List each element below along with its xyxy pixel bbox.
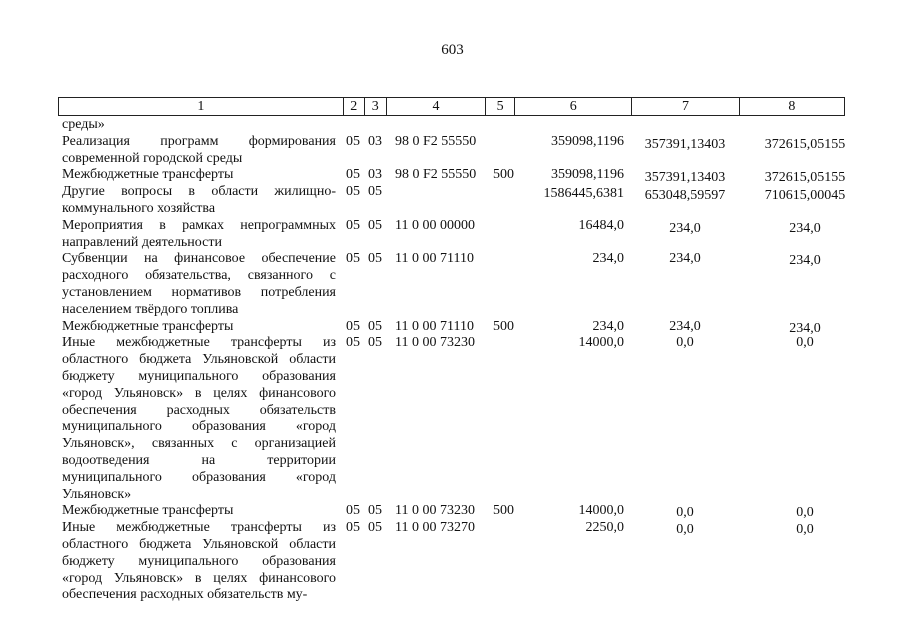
row-target-code: 11 0 00 73230 bbox=[395, 503, 475, 519]
row-section: 05 bbox=[346, 167, 360, 183]
row-name: Иные межбюджетные трансферты из областного бюджета Ульяновской области бюджету муниципального образования «город Ульяновск» в целях финансового обеспечения расходных обязательств муниципального образования «город Ульяновск», связанных с организацией водоотведения на территории муниципального образования «город Ульяновск» bbox=[62, 335, 336, 502]
row-name: Межбюджетные трансферты bbox=[62, 503, 234, 519]
row-subsection: 03 bbox=[368, 133, 382, 149]
row-name: Иные межбюджетные трансферты из областного бюджета Ульяновской области бюджету муниципального образования «город Ульяновск» в целях финансового обеспечения расходных обязательств му- bbox=[62, 520, 336, 603]
row-subsection: 03 bbox=[368, 167, 382, 183]
column-header-row bbox=[58, 97, 845, 116]
row-amount-col7: 234,0 bbox=[669, 251, 701, 267]
row-amount-col6: 234,0 bbox=[592, 251, 624, 267]
row-section: 05 bbox=[346, 335, 360, 351]
row-target-code: 11 0 00 71110 bbox=[395, 251, 474, 267]
column-header-3: 3 bbox=[364, 98, 386, 116]
row-subsection: 05 bbox=[368, 335, 382, 351]
row-amount-col7: 234,0 bbox=[669, 220, 701, 236]
row-expense-type: 500 bbox=[493, 503, 514, 519]
row-amount-col7: 0,0 bbox=[676, 522, 694, 538]
row-section: 05 bbox=[346, 217, 360, 233]
table-row bbox=[62, 184, 862, 218]
row-name: среды» bbox=[62, 117, 105, 132]
row-amount-col8: 234,0 bbox=[789, 220, 821, 236]
row-amount-col8: 0,0 bbox=[796, 505, 814, 521]
row-subsection: 05 bbox=[368, 520, 382, 536]
row-amount-col8: 234,0 bbox=[789, 320, 821, 336]
row-amount-col7: 653048,59597 bbox=[644, 188, 726, 204]
row-amount-col8: 234,0 bbox=[789, 253, 821, 269]
table-row bbox=[62, 117, 862, 134]
row-amount-col6: 16484,0 bbox=[578, 217, 624, 233]
row-name: Другие вопросы в области жилищно-коммунального хозяйства bbox=[62, 184, 336, 216]
row-section: 05 bbox=[346, 503, 360, 519]
table-row bbox=[62, 134, 862, 168]
row-target-code: 98 0 F2 55550 bbox=[395, 133, 477, 149]
column-header-6: 6 bbox=[515, 98, 632, 116]
table-row bbox=[62, 335, 862, 503]
row-target-code: 98 0 F2 55550 bbox=[395, 167, 477, 183]
row-name: Мероприятия в рамках непрограммных направлений деятельности bbox=[62, 217, 336, 250]
row-amount-col6: 359098,1196 bbox=[551, 133, 624, 149]
row-name: Реализация программ формирования современной городской среды bbox=[62, 133, 336, 166]
row-amount-col7: 357391,13403 bbox=[644, 170, 726, 186]
row-section: 05 bbox=[346, 251, 360, 267]
row-subsection: 05 bbox=[368, 318, 382, 334]
row-amount-col7: 357391,13403 bbox=[644, 136, 726, 152]
row-target-code: 11 0 00 73270 bbox=[395, 520, 475, 536]
column-header-5: 5 bbox=[486, 98, 515, 116]
row-amount-col8: 372615,05155 bbox=[764, 170, 846, 186]
column-header-7: 7 bbox=[632, 98, 739, 116]
row-amount-col6: 2250,0 bbox=[585, 520, 624, 536]
row-amount-col7: 0,0 bbox=[676, 505, 694, 521]
row-section: 05 bbox=[346, 184, 360, 200]
row-amount-col8: 372615,05155 bbox=[764, 136, 846, 152]
table-row bbox=[62, 520, 862, 604]
row-name: Межбюджетные трансферты bbox=[62, 167, 234, 183]
table-row bbox=[62, 218, 862, 252]
column-header-8: 8 bbox=[739, 98, 844, 116]
row-amount-col8: 710615,00045 bbox=[764, 188, 846, 204]
row-amount-col7: 234,0 bbox=[669, 318, 701, 334]
row-expense-type: 500 bbox=[493, 318, 514, 334]
row-subsection: 05 bbox=[368, 217, 382, 233]
row-amount-col8: 0,0 bbox=[796, 522, 814, 538]
row-expense-type: 500 bbox=[493, 167, 514, 183]
table-body bbox=[62, 117, 862, 604]
row-section: 05 bbox=[346, 318, 360, 334]
column-header-1: 1 bbox=[59, 98, 344, 116]
row-name: Субвенции на финансовое обеспечение расходного обязательства, связанного с установлением нормативов потребления населением твёрдого топлива bbox=[62, 251, 336, 317]
page-number: 603 bbox=[441, 42, 464, 58]
table-row bbox=[62, 167, 862, 184]
row-subsection: 05 bbox=[368, 184, 382, 200]
table-row bbox=[62, 503, 862, 520]
row-target-code: 11 0 00 73230 bbox=[395, 335, 475, 351]
row-amount-col8: 0,0 bbox=[796, 335, 814, 351]
row-section: 05 bbox=[346, 520, 360, 536]
row-amount-col6: 359098,1196 bbox=[551, 167, 624, 183]
row-target-code: 11 0 00 71110 bbox=[395, 318, 474, 334]
row-subsection: 05 bbox=[368, 251, 382, 267]
row-section: 05 bbox=[346, 133, 360, 149]
table-row bbox=[62, 251, 862, 318]
row-target-code: 11 0 00 00000 bbox=[395, 217, 475, 233]
row-amount-col6: 234,0 bbox=[592, 318, 624, 334]
table-row bbox=[62, 319, 862, 336]
row-amount-col6: 14000,0 bbox=[578, 503, 624, 519]
row-amount-col6: 1586445,6381 bbox=[543, 186, 624, 202]
row-amount-col6: 14000,0 bbox=[578, 335, 624, 351]
row-name: Межбюджетные трансферты bbox=[62, 318, 234, 334]
row-subsection: 05 bbox=[368, 503, 382, 519]
column-header-4: 4 bbox=[386, 98, 485, 116]
row-amount-col7: 0,0 bbox=[676, 335, 694, 351]
column-header-2: 2 bbox=[343, 98, 364, 116]
